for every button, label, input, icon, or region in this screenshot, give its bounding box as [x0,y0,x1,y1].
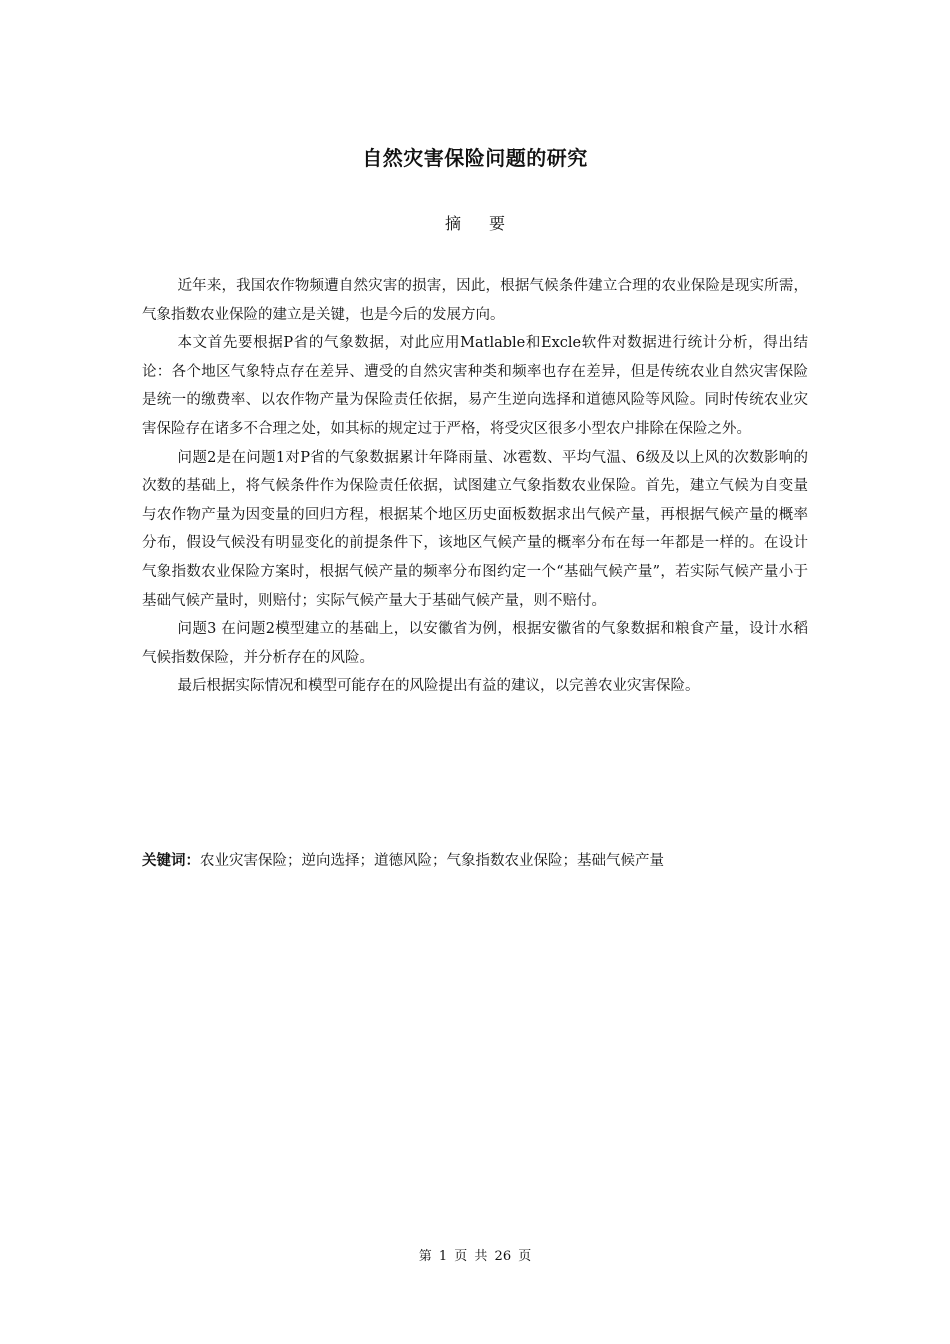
abstract-body [142,272,808,701]
abstract-paragraph-1: 近年来，我国农作物频遭自然灾害的损害，因此，根据气候条件建立合理的农业保险是现实所需，气象指数农业保险的建立是关键，也是今后的发展方向。 [142,278,808,323]
abstract-heading: 摘要 [444,214,533,233]
keywords-label: 关键词： [142,853,200,869]
page-footer: 第 1 页 共 26 页 [418,1249,532,1264]
keywords-list: 农业灾害保险；逆向选择；道德风险；气象指数农业保险；基础气候产量 [200,853,664,869]
paper-title: 自然灾害保险问题的研究 [362,146,588,170]
abstract-paragraph-4: 问题3 在问题2模型建立的基础上，以安徽省为例，根据安徽省的气象数据和粮食产量，设计水稻气候指数保险，并分析存在的风险。 [142,621,808,666]
abstract-paragraph-2: 本文首先要根据P省的气象数据，对此应用Matlable和Excle软件对数据进行统计分析，得出结论：各个地区气象特点存在差异、遭受的自然灾害种类和频率也存在差异，但是传统农业自然灾害保险是统一的缴费率、以农作物产量为保险责任依据，易产生逆向选择和道德风险等风险。同时传统农业灾害保险存在诸多不合理之处，如其标的规定过于严格，将受灾区很多小型农户排除在保险之外。 [142,335,808,437]
abstract-paragraph-5: 最后根据实际情况和模型可能存在的风险提出有益的建议，以完善农业灾害保险。 [177,678,700,695]
keywords-line [142,848,808,874]
abstract-paragraph-3: 问题2是在问题1对P省的气象数据累计年降雨量、冰雹数、平均气温、6级及以上风的次数影响的次数的基础上，将气候条件作为保险责任依据，试图建立气象指数农业保险。首先，建立气候为自变量与农作物产量为因变量的回归方程，根据某个地区历史面板数据求出气候产量，再根据气候产量的概率分布，假设气候没有明显变化的前提条件下，该地区气候产量的概率分布在每一年都是一样的。在设计气象指数农业保险方案时，根据气候产量的频率分布图约定一个“基础气候产量”，若实际气候产量小于基础气候产量时，则赔付；实际气候产量大于基础气候产量，则不赔付。 [142,449,808,609]
